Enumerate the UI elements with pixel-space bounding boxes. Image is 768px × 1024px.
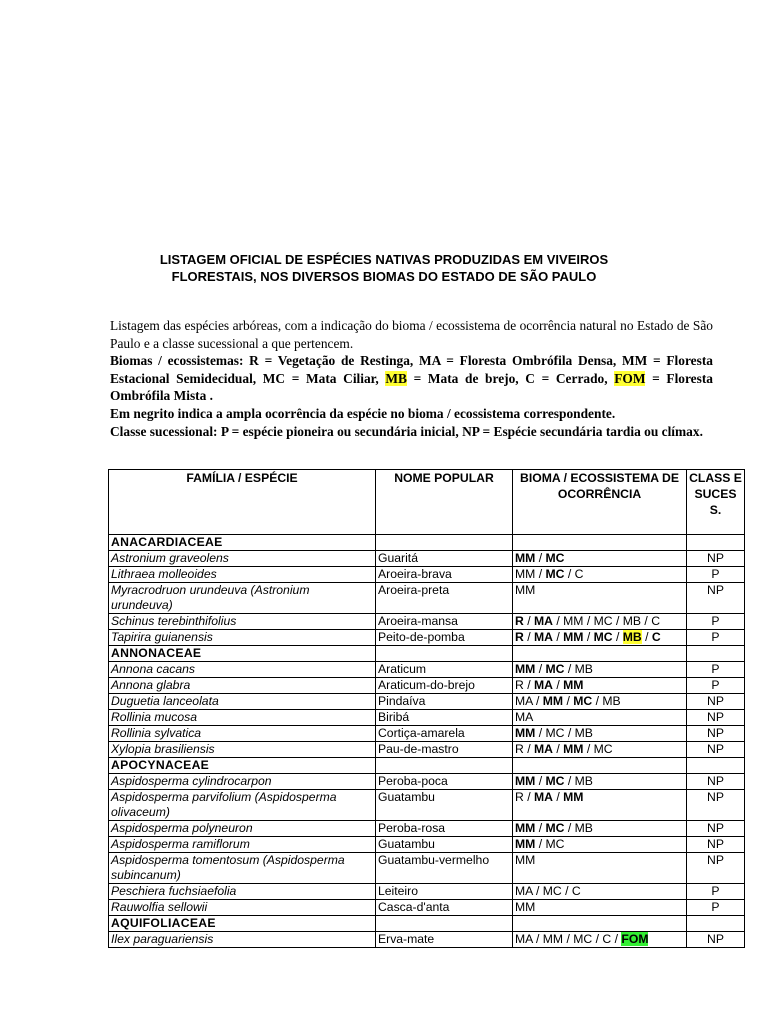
table-row — [109, 900, 745, 916]
bioma-item: R — [515, 614, 524, 628]
page-title-line-1: LISTAGEM OFICIAL DE ESPÉCIES NATIVAS PRODUZIDAS EM VIVEIROS — [159, 252, 609, 267]
bioma-separator: / — [641, 614, 652, 628]
bioma-separator: / — [535, 726, 546, 740]
species-name: Ilex paraguariensis — [109, 932, 376, 948]
bioma-item: MC — [545, 821, 565, 835]
family-name: ANNONACEAE — [109, 646, 376, 662]
popular-name: Pindaíva — [376, 694, 513, 710]
bioma-item: MM — [542, 694, 564, 708]
popular-name: Erva-mate — [376, 932, 513, 948]
classe-sucessional: NP — [687, 710, 745, 726]
bioma-separator: / — [583, 630, 594, 644]
bioma-separator: / — [535, 837, 546, 851]
bioma-cell — [513, 790, 687, 821]
classe-sucessional: NP — [687, 774, 745, 790]
table-row — [109, 726, 745, 742]
classe-sucessional: P — [687, 678, 745, 694]
bioma-item: MM — [515, 774, 536, 788]
popular-name: Araticum — [376, 662, 513, 678]
bioma-separator: / — [535, 774, 546, 788]
bioma-cell — [513, 774, 687, 790]
bioma-item: C — [651, 630, 661, 644]
bioma-separator: / — [611, 932, 622, 946]
popular-name: Guatambu-vermelho — [376, 853, 513, 884]
bioma-item: MM — [515, 837, 536, 851]
bioma-item: MA — [533, 790, 553, 804]
bioma-separator: / — [564, 726, 575, 740]
bioma-item: MB — [622, 630, 642, 644]
bioma-separator: / — [564, 567, 575, 581]
bioma-item: C — [571, 884, 581, 898]
classe-sucessional: NP — [687, 853, 745, 884]
bioma-separator: / — [563, 932, 574, 946]
popular-name: Peroba-poca — [376, 774, 513, 790]
classe-sucessional: P — [687, 567, 745, 583]
classe-sucessional: P — [687, 614, 745, 630]
bioma-item: MM — [515, 583, 536, 597]
biomas-text-b: = Mata de brejo, C = Cerrado, — [406, 370, 615, 386]
species-name: Annona glabra — [109, 678, 376, 694]
header-classe: CLASS E SUCES S. — [687, 470, 745, 535]
bioma-item: MA — [515, 694, 533, 708]
bioma-item: MM — [515, 551, 536, 565]
bioma-cell — [513, 662, 687, 678]
species-name: Aspidosperma parvifolium (Aspidosperma olivaceum) — [109, 790, 376, 821]
bioma-separator: / — [552, 790, 564, 804]
bioma-separator: / — [552, 742, 564, 756]
bioma-item: MA — [533, 614, 553, 628]
page-title-line-2: FLORESTAIS, NOS DIVERSOS BIOMAS DO ESTADO DE SÃO PAULO — [171, 269, 597, 284]
species-name: Myracrodruon urundeuva (Astronium urundeuva) — [109, 583, 376, 614]
bioma-item: MC — [545, 726, 565, 740]
bioma-item: MC — [545, 837, 565, 851]
bioma-item: R — [515, 678, 524, 692]
table-row — [109, 678, 745, 694]
popular-name: Peroba-rosa — [376, 821, 513, 837]
bioma-item: MM — [515, 900, 536, 914]
empty-cell — [376, 916, 513, 932]
bioma-separator: / — [583, 742, 594, 756]
species-name: Tapirira guianensis — [109, 630, 376, 646]
bioma-cell — [513, 567, 687, 583]
header-nome-popular: NOME POPULAR — [376, 470, 513, 535]
bioma-cell — [513, 678, 687, 694]
biomas-text-c: = Floresta Ombrófila Mista . — [110, 370, 713, 404]
bioma-item: R — [515, 790, 524, 804]
bioma-item: MM — [515, 567, 536, 581]
intro-paragraph-bold-note: Em negrito indica a ampla ocorrência da espécie no bioma / ecossistema correspondente. — [110, 405, 616, 421]
family-name: ANACARDIACEAE — [109, 535, 376, 551]
species-name: Astronium graveolens — [109, 551, 376, 567]
table-row — [109, 742, 745, 758]
table-row — [109, 790, 745, 821]
bioma-item: MB — [622, 614, 642, 628]
biomas-text-a: Biomas / ecossistemas: R = Vegetação de Restinga, MA = Floresta Ombrófila Densa, MM = Floresta Estacional Semidecidual, MC = Mata Ciliar, — [110, 353, 713, 386]
bioma-item: MC — [545, 567, 565, 581]
species-name: Aspidosperma polyneuron — [109, 821, 376, 837]
species-table — [108, 469, 745, 948]
classe-sucessional: NP — [687, 726, 745, 742]
bioma-item: MA — [515, 884, 533, 898]
bioma-item: MM — [563, 630, 584, 644]
family-row — [109, 535, 745, 551]
bioma-cell — [513, 837, 687, 853]
bioma-separator: / — [532, 884, 543, 898]
popular-name: Guatambu — [376, 837, 513, 853]
intro-paragraph-biomas — [110, 352, 713, 405]
bioma-item: MB — [574, 662, 593, 676]
species-name: Annona cacans — [109, 662, 376, 678]
bioma-cell — [513, 900, 687, 916]
table-row — [109, 694, 745, 710]
popular-name: Araticum-do-brejo — [376, 678, 513, 694]
species-name: Xylopia brasiliensis — [109, 742, 376, 758]
bioma-cell — [513, 694, 687, 710]
table-row — [109, 614, 745, 630]
species-name: Aspidosperma cylindrocarpon — [109, 774, 376, 790]
table-row — [109, 837, 745, 853]
bioma-separator: / — [564, 774, 575, 788]
bioma-item: MC — [573, 932, 593, 946]
species-name: Lithraea molleoides — [109, 567, 376, 583]
table-row — [109, 662, 745, 678]
bioma-separator: / — [535, 662, 546, 676]
fom-highlight: FOM — [614, 370, 646, 386]
bioma-separator: / — [523, 630, 534, 644]
species-name: Schinus terebinthifolius — [109, 614, 376, 630]
table-row — [109, 774, 745, 790]
bioma-separator: / — [523, 614, 534, 628]
bioma-item: FOM — [621, 932, 649, 946]
family-name: AQUIFOLIACEAE — [109, 916, 376, 932]
bioma-item: MM — [515, 821, 536, 835]
bioma-separator: / — [641, 630, 652, 644]
bioma-separator: / — [612, 614, 623, 628]
bioma-item: C — [602, 932, 612, 946]
empty-cell — [513, 535, 687, 551]
bioma-item: MC — [593, 630, 613, 644]
classe-sucessional: NP — [687, 694, 745, 710]
species-name: Aspidosperma tomentosum (Aspidosperma subincanum) — [109, 853, 376, 884]
classe-sucessional: NP — [687, 742, 745, 758]
header-familia-especie: FAMÍLIA / ESPÉCIE — [109, 470, 376, 535]
bioma-cell — [513, 821, 687, 837]
bioma-item: MM — [515, 662, 536, 676]
bioma-cell — [513, 583, 687, 614]
bioma-separator: / — [583, 614, 594, 628]
table-row — [109, 853, 745, 884]
table-row — [109, 884, 745, 900]
bioma-separator: / — [592, 694, 603, 708]
table-row — [109, 932, 745, 948]
species-name: Rauwolfia sellowii — [109, 900, 376, 916]
bioma-separator: / — [523, 742, 534, 756]
bioma-item: MC — [573, 694, 593, 708]
popular-name: Pau-de-mastro — [376, 742, 513, 758]
header-bioma: BIOMA / ECOSSISTEMA DE OCORRÊNCIA — [513, 470, 687, 535]
classe-sucessional: NP — [687, 932, 745, 948]
classe-sucessional: P — [687, 900, 745, 916]
table-row — [109, 551, 745, 567]
popular-name: Biribá — [376, 710, 513, 726]
table-row — [109, 567, 745, 583]
intro-paragraph-description: Listagem das espécies arbóreas, com a indicação do bioma / ecossistema de ocorrência natural no Estado de São Paulo e a classe sucessional a que pertencem. — [110, 318, 713, 351]
bioma-item: R — [515, 630, 524, 644]
table-row — [109, 630, 745, 646]
classe-sucessional: NP — [687, 821, 745, 837]
bioma-separator: / — [532, 694, 543, 708]
bioma-separator: / — [523, 790, 534, 804]
bioma-separator: / — [552, 678, 564, 692]
bioma-cell — [513, 932, 687, 948]
popular-name: Aroeira-mansa — [376, 614, 513, 630]
bioma-item: MA — [533, 742, 553, 756]
bioma-item: MA — [533, 678, 553, 692]
popular-name: Aroeira-preta — [376, 583, 513, 614]
bioma-separator: / — [535, 551, 546, 565]
bioma-item: MM — [563, 614, 584, 628]
bioma-item: MM — [515, 853, 536, 867]
family-row — [109, 758, 745, 774]
bioma-cell — [513, 710, 687, 726]
table-row — [109, 710, 745, 726]
bioma-separator: / — [561, 884, 572, 898]
classe-sucessional: P — [687, 662, 745, 678]
bioma-item: C — [574, 567, 584, 581]
bioma-item: MC — [545, 551, 565, 565]
bioma-item: R — [515, 742, 524, 756]
table-body — [109, 535, 745, 948]
bioma-separator: / — [535, 821, 546, 835]
bioma-separator: / — [552, 614, 564, 628]
bioma-item: MC — [545, 774, 565, 788]
bioma-cell — [513, 551, 687, 567]
table-row — [109, 821, 745, 837]
intro-text — [110, 317, 713, 440]
empty-cell — [513, 646, 687, 662]
popular-name: Peito-de-pomba — [376, 630, 513, 646]
family-name: APOCYNACEAE — [109, 758, 376, 774]
bioma-separator: / — [532, 932, 543, 946]
mb-highlight: MB — [385, 370, 407, 386]
empty-cell — [376, 535, 513, 551]
bioma-cell — [513, 884, 687, 900]
bioma-item: MB — [574, 726, 593, 740]
bioma-item: MM — [563, 678, 584, 692]
bioma-item: MB — [602, 694, 621, 708]
classe-sucessional: P — [687, 884, 745, 900]
bioma-cell — [513, 614, 687, 630]
species-name: Rollinia mucosa — [109, 710, 376, 726]
bioma-item: MC — [545, 662, 565, 676]
bioma-item: MA — [515, 932, 533, 946]
bioma-item: MB — [574, 821, 593, 835]
bioma-separator: / — [523, 678, 534, 692]
bioma-cell — [513, 726, 687, 742]
bioma-item: MC — [593, 614, 613, 628]
bioma-separator: / — [563, 694, 574, 708]
popular-name: Cortiça-amarela — [376, 726, 513, 742]
empty-cell — [687, 916, 745, 932]
bioma-item: MB — [574, 774, 593, 788]
page-title — [150, 251, 618, 285]
bioma-separator: / — [564, 662, 575, 676]
classe-sucessional: NP — [687, 837, 745, 853]
bioma-separator: / — [612, 630, 623, 644]
classe-sucessional: NP — [687, 551, 745, 567]
bioma-item: MM — [563, 790, 584, 804]
classe-sucessional: NP — [687, 583, 745, 614]
species-name: Aspidosperma ramiflorum — [109, 837, 376, 853]
species-name: Peschiera fuchsiaefolia — [109, 884, 376, 900]
popular-name: Casca-d'anta — [376, 900, 513, 916]
empty-cell — [687, 646, 745, 662]
bioma-separator: / — [564, 821, 575, 835]
bioma-item: C — [651, 614, 661, 628]
empty-cell — [513, 916, 687, 932]
bioma-separator: / — [552, 630, 564, 644]
species-name: Rollinia sylvatica — [109, 726, 376, 742]
bioma-item: MM — [542, 932, 564, 946]
bioma-separator: / — [592, 932, 603, 946]
bioma-item: MA — [533, 630, 553, 644]
popular-name: Leiteiro — [376, 884, 513, 900]
empty-cell — [513, 758, 687, 774]
empty-cell — [376, 646, 513, 662]
classe-sucessional: P — [687, 630, 745, 646]
bioma-separator: / — [535, 567, 546, 581]
bioma-item: MA — [515, 710, 534, 724]
empty-cell — [687, 535, 745, 551]
popular-name: Guaritá — [376, 551, 513, 567]
bioma-item: MC — [542, 884, 562, 898]
classe-sucessional: NP — [687, 790, 745, 821]
bioma-cell — [513, 742, 687, 758]
empty-cell — [687, 758, 745, 774]
bioma-item: MM — [515, 726, 536, 740]
bioma-cell — [513, 853, 687, 884]
bioma-item: MC — [593, 742, 613, 756]
popular-name: Aroeira-brava — [376, 567, 513, 583]
family-row — [109, 916, 745, 932]
popular-name: Guatambu — [376, 790, 513, 821]
empty-cell — [376, 758, 513, 774]
table-header-row — [109, 470, 745, 535]
intro-paragraph-classe: Classe sucessional: P = espécie pioneira ou secundária inicial, NP = Espécie secundária tardia ou clímax. — [110, 423, 703, 439]
family-row — [109, 646, 745, 662]
bioma-item: MM — [563, 742, 584, 756]
bioma-cell — [513, 630, 687, 646]
table-row — [109, 583, 745, 614]
species-name: Duguetia lanceolata — [109, 694, 376, 710]
